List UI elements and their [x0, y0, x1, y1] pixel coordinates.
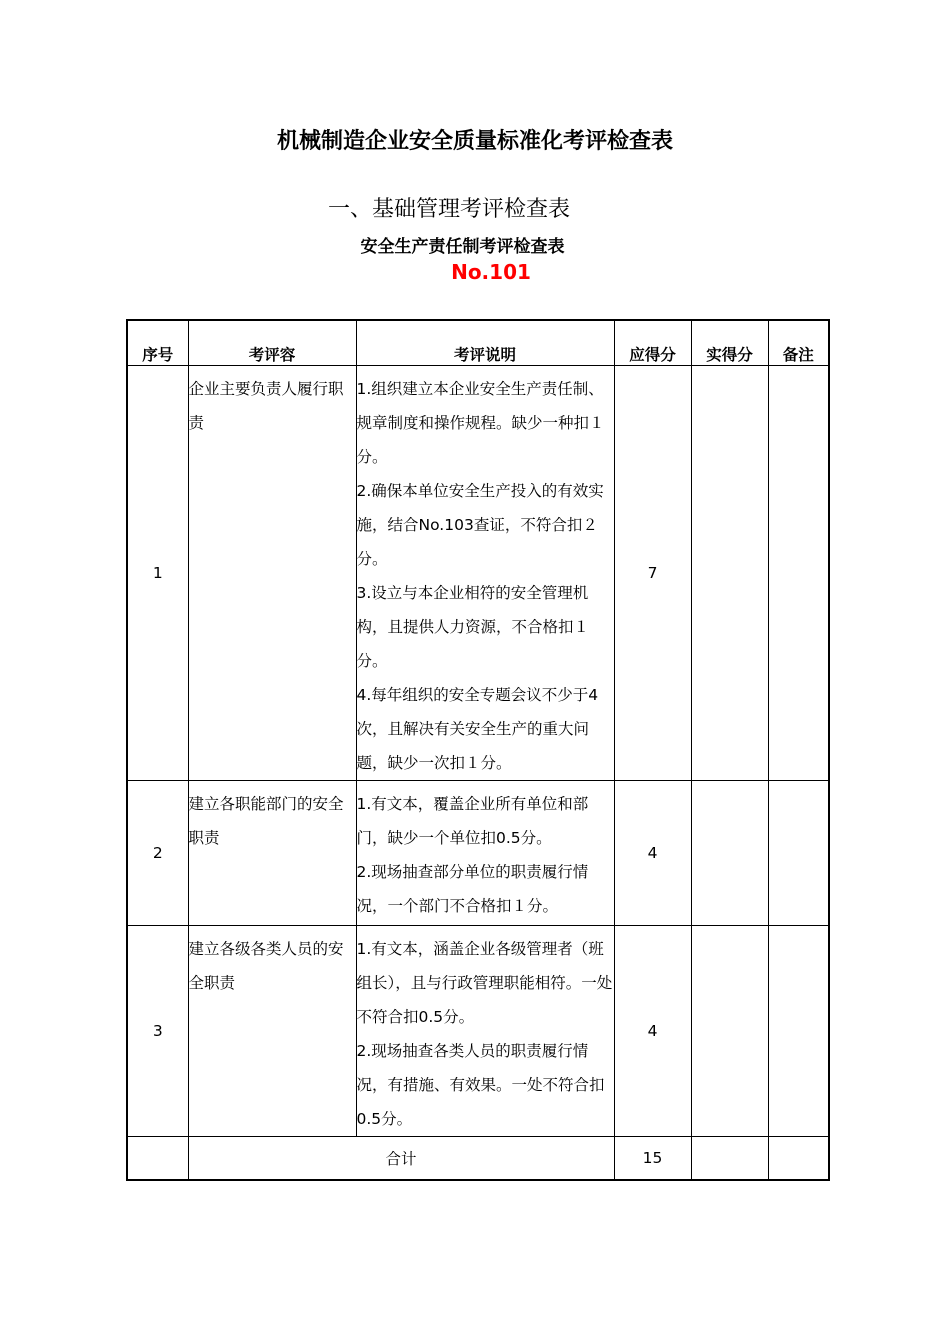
- row-seq: 2: [127, 781, 188, 926]
- table-row: [127, 366, 829, 781]
- row-actual-score[interactable]: [691, 926, 768, 1137]
- description-item: 1.组织建立本企业安全生产责任制、规章制度和操作规程。缺少一种扣１分。: [356, 380, 605, 466]
- header-seq: 序号: [127, 320, 188, 366]
- total-actual-score[interactable]: [691, 1137, 768, 1181]
- table-row: [127, 926, 829, 1137]
- row-actual-score[interactable]: [691, 366, 768, 781]
- header-due-score: 应得分: [614, 320, 691, 366]
- row-content: 建立各职能部门的安全职责: [188, 781, 356, 926]
- header-actual-score: 实得分: [691, 320, 768, 366]
- total-note[interactable]: [768, 1137, 829, 1181]
- description-item: 4.每年组织的安全专题会议不少于4次，且解决有关安全生产的重大问题，缺少一次扣１分。: [356, 686, 599, 772]
- header-description: 考评说明: [356, 320, 614, 366]
- description-item: 2.确保本单位安全生产投入的有效实施，结合No.103查证，不符合扣２分。: [356, 482, 604, 568]
- row-actual-score[interactable]: [691, 781, 768, 926]
- table-number: No.101: [451, 260, 531, 284]
- total-label: 合计: [188, 1137, 614, 1181]
- description-item: 2.现场抽查各类人员的职责履行情况，有措施、有效果。一处不符合扣0.5分。: [356, 1042, 605, 1128]
- row-description: [356, 781, 614, 926]
- row-content: 企业主要负责人履行职责: [188, 366, 356, 781]
- row-description: [356, 926, 614, 1137]
- row-due-score: 4: [614, 926, 691, 1137]
- row-content: 建立各级各类人员的安全职责: [188, 926, 356, 1137]
- evaluation-table: [126, 319, 830, 1181]
- row-note[interactable]: [768, 926, 829, 1137]
- description-item: 3.设立与本企业相符的安全管理机构，且提供人力资源，不合格扣１分。: [356, 584, 590, 670]
- total-row: [127, 1137, 829, 1181]
- row-note[interactable]: [768, 366, 829, 781]
- row-due-score: 7: [614, 366, 691, 781]
- description-item: 1.有文本，涵盖企业各级管理者（班组长），且与行政管理职能相符。一处不符合扣0.5分。: [356, 940, 613, 1026]
- total-seq: [127, 1137, 188, 1181]
- header-content: 考评容: [188, 320, 356, 366]
- description-item: 1.有文本，覆盖企业所有单位和部门，缺少一个单位扣0.5分。: [356, 795, 589, 847]
- description-item: 2.现场抽查部分单位的职责履行情况，一个部门不合格扣１分。: [356, 863, 589, 915]
- table-header-row: [127, 320, 829, 366]
- row-note[interactable]: [768, 781, 829, 926]
- sub-title: 安全生产责任制考评检查表: [360, 237, 565, 257]
- section-title: 一、基础管理考评检查表: [328, 197, 571, 222]
- row-due-score: 4: [614, 781, 691, 926]
- row-seq: 1: [127, 366, 188, 781]
- header-note: 备注: [768, 320, 829, 366]
- main-title: 机械制造企业安全质量标准化考评检查表: [276, 129, 673, 154]
- total-due-score: 15: [614, 1137, 691, 1181]
- row-seq: 3: [127, 926, 188, 1137]
- row-description: [356, 366, 614, 781]
- table-row: [127, 781, 829, 926]
